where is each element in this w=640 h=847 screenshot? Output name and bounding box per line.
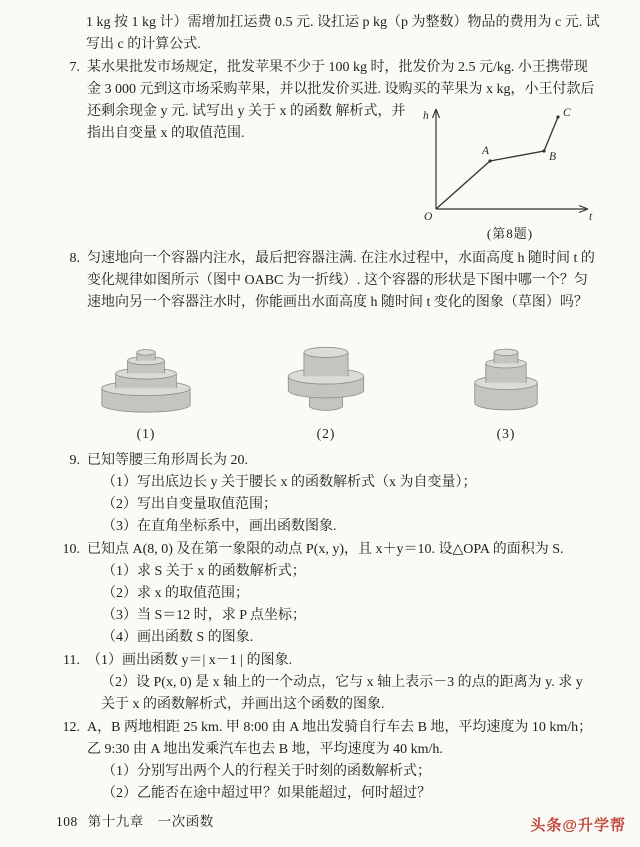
problem-12-text: A，B 两地相距 25 km. 甲 8:00 由 A 地出发骑自行车去 B 地，平均速度为 10 km/h；乙 9:30 由 A 地出发乘汽车也去 B 地，平均速度为 40 km/h. — [87, 720, 593, 757]
container-2-label: (2) — [316, 426, 336, 441]
problem-10-item-2: （2）求 x 的取值范围； — [102, 586, 249, 601]
container-figure-1 — [85, 322, 207, 444]
problem-7 — [52, 57, 600, 247]
problem-10-item-3: （3）当 S＝12 时，求 P 点坐标； — [102, 608, 307, 623]
problem-7-text-b: 解析式，并指出自变量 x 的取值范围. — [87, 104, 406, 141]
point-a-label: A — [482, 145, 490, 157]
container-figures-row — [52, 322, 600, 444]
container-3-drawing — [445, 322, 567, 414]
y-axis-label: h — [423, 110, 429, 122]
problem-12 — [52, 717, 600, 805]
problem-8-number: 8. — [69, 251, 80, 266]
point-c-label: C — [563, 107, 571, 119]
problem-11-item-1: （1）画出函数 y＝| x－1 | 的图象. — [87, 653, 293, 668]
page-number: 108 — [56, 814, 78, 829]
problem-11-number: 11. — [63, 653, 80, 668]
problem-7-number: 7. — [69, 60, 80, 75]
problem-9-items — [87, 472, 600, 538]
problem-9-item-3: （3）在直角坐标系中，画出函数图象. — [102, 519, 337, 534]
problem-7-text-a: 某水果批发市场规定，批发苹果不少于 100 kg 时，批发价为 2.5 元/kg. 小王携带现金 3 000 元到这市场采购苹果，并以批发价买进. 设购买的苹果为 x kg，小王付款后还剩余现金 y 元. 试写出 y 关于 x 的函数 — [87, 60, 595, 119]
figure-problem8-graph — [420, 103, 600, 243]
container-2-drawing — [265, 322, 387, 414]
origin-label: O — [424, 211, 433, 223]
h-t-graph — [420, 103, 600, 223]
container-1-drawing — [85, 322, 207, 414]
problem-10-item-1: （1）求 S 关于 x 的函数解析式； — [102, 564, 306, 579]
problem-12-item-1: （1）分别写出两个人的行程关于时刻的函数解析式； — [102, 764, 431, 779]
oabc-polyline — [436, 117, 558, 209]
problem-8-body: 匀速地向一个容器内注水，最后把容器注满. 在注水过程中，水面高度 h 随时间 t 的变化规律如图所示（图中 OABC 为一折线）. 这个容器的形状是下图中哪一个？匀速地向另一个容器注水时，你能画出水面高度 h 随时间 t 变化的图象（草图）吗？ — [87, 251, 595, 310]
container-figure-2 — [265, 322, 387, 444]
problem-10-number: 10. — [62, 542, 80, 557]
container-3-label: (3) — [496, 426, 516, 441]
problem-11 — [52, 650, 600, 716]
problem-12-number: 12. — [62, 720, 80, 735]
chapter-title: 第十九章 一次函数 — [87, 814, 214, 829]
problem-10-text: 已知点 A(8, 0) 及在第一象限的动点 P(x, y)，且 x＋y＝10. 设△OPA 的面积为 S. — [87, 542, 564, 557]
problem-9-item-2: （2）写出自变量取值范围； — [102, 497, 277, 512]
problem-7-body — [87, 57, 600, 247]
problem-12-item-2: （2）乙能否在途中超过甲？如果能超过，何时超过？ — [102, 786, 431, 801]
problem-9-item-1: （1）写出底边长 y 关于腰长 x 的函数解析式（x 为自变量）； — [102, 475, 477, 490]
watermark: 头条@升学帮 — [530, 817, 626, 834]
problem-9-text: 已知等腰三角形周长为 20. — [87, 453, 248, 468]
page-footer — [56, 811, 214, 833]
container-figure-3 — [445, 322, 567, 444]
point-b-label: B — [549, 151, 557, 163]
problem-9-number: 9. — [69, 453, 80, 468]
container-1-label: (1) — [136, 426, 156, 441]
problem-11-item-2: （2）设 P(x, 0) 是 x 轴上的一个动点，它与 x 轴上表示－3 的点的距离为 y. 求 y 关于 x 的函数解析式，并画出这个函数的图象. — [101, 675, 583, 712]
continuation-paragraph: 1 kg 按 1 kg 计）需增加扛运费 0.5 元. 设扛运 p kg（p 为整数）物品的费用为 c 元. 试写出 c 的计算公式. — [86, 15, 600, 52]
problem-10 — [52, 539, 600, 649]
problem-10-items — [87, 561, 600, 649]
x-axis-label: t — [589, 211, 593, 223]
problem-9 — [52, 450, 600, 538]
problem-11-items — [87, 650, 600, 716]
figure-caption: (第8题) — [486, 226, 534, 241]
problem-10-item-4: （4）画出函数 S 的图象. — [102, 630, 254, 645]
problem-12-items — [87, 761, 600, 805]
problem-8 — [52, 248, 600, 314]
